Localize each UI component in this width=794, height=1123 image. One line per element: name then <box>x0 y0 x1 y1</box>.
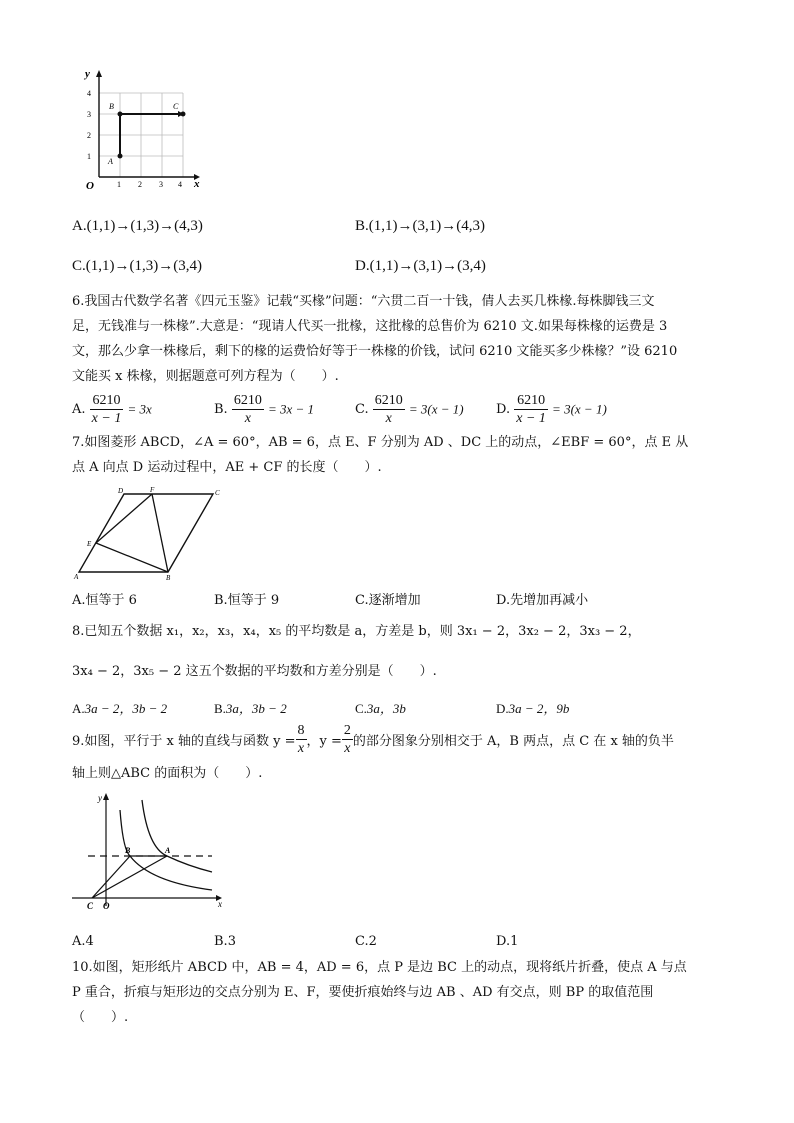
q9-option-c-label: C. <box>355 934 369 949</box>
q6-option-c-rhs: = 3(x − 1) <box>408 401 464 417</box>
q7-option-b[interactable] <box>214 589 279 608</box>
q8-option-d-text: 3a − 2，9b <box>508 701 570 716</box>
q7-option-c-text: 逐渐增加 <box>368 593 421 608</box>
q6-option-c-fraction <box>373 392 405 427</box>
q8-option-a-label: A. <box>72 701 85 716</box>
q7-option-a-text: 恒等于 6 <box>85 593 137 608</box>
q6-line-1: 6.我国古代数学名著《四元玉鉴》记载“买椽”问题：“六贯二百一十钱，倩人去买几株椽.每株脚钱三文 <box>72 294 655 309</box>
q9-fraction-1-numerator: 8 <box>297 723 305 738</box>
q5-option-b-text: (1,1)→(3,1)→(4,3) <box>368 218 485 234</box>
q5-point-a-label: A <box>108 157 113 166</box>
q6-option-c-label: C. <box>355 402 369 417</box>
q9-option-c[interactable] <box>355 934 377 949</box>
q5-x-axis-label: x <box>194 178 200 190</box>
q8-option-d-label: D. <box>496 701 509 716</box>
q5-ytick-2: 2 <box>87 131 91 140</box>
q7-label-d: D <box>118 487 124 495</box>
q8-option-c-label: C. <box>355 701 367 716</box>
q5-ytick-4: 4 <box>87 89 91 98</box>
q9-y-axis-label: y <box>98 793 102 803</box>
q6-option-b-denominator: x <box>244 411 251 426</box>
q5-y-axis-label: y <box>85 68 90 80</box>
q7-label-f: F <box>150 486 155 494</box>
q9-label-a: A <box>165 846 171 855</box>
q6-option-d[interactable] <box>496 392 607 427</box>
q7-line-2: 点 A 向点 D 运动过程中，AE + CF 的长度（ ）. <box>72 460 382 475</box>
q7-option-d-text: 先增加再减小 <box>510 593 589 608</box>
q6-line-2: 足，无钱准与一株椽”.大意是：“现请人代买一批椽，这批椽的总售价为 6210 文.如果每株椽的运费是 3 <box>72 319 668 334</box>
q5-xtick-2: 2 <box>138 180 142 189</box>
q7-label-a: A <box>74 573 79 581</box>
q6-option-a-denominator: x − 1 <box>91 411 122 426</box>
q5-point-c-label: C <box>173 102 179 111</box>
q6-option-b-fraction <box>232 392 264 427</box>
q6-option-a[interactable] <box>72 392 152 427</box>
q6-option-d-numerator: 6210 <box>514 392 548 410</box>
q5-option-a[interactable] <box>72 218 203 235</box>
q5-option-c[interactable] <box>72 258 202 275</box>
q9-label-c: C <box>87 901 94 911</box>
q8-option-a[interactable] <box>72 698 167 717</box>
q9-line-1 <box>72 722 674 757</box>
q9-option-b[interactable] <box>214 934 236 949</box>
q8-option-c[interactable] <box>355 698 406 717</box>
q6-option-c[interactable] <box>355 392 464 427</box>
q7-rhombus-figure <box>72 486 232 581</box>
q8-option-b-text: 3a，3b − 2 <box>225 701 287 716</box>
q5-option-b-label: B. <box>355 218 369 234</box>
q6-option-a-label: A. <box>72 402 86 417</box>
q6-option-b-numerator: 6210 <box>233 393 262 408</box>
q9-x-axis-label: x <box>218 899 222 909</box>
q7-label-c: C <box>215 489 220 497</box>
q9-fraction-1-denominator: x <box>297 741 305 756</box>
q5-option-a-label: A. <box>72 218 87 234</box>
q8-line-1: 8.已知五个数据 x₁，x₂，x₃，x₄，x₅ 的平均数是 a，方差是 b，则 3x₁ − 2，3x₂ − 2，3x₃ − 2， <box>72 624 641 639</box>
q9-fraction-2-over-x <box>342 722 353 757</box>
q10-line-2: P 重合，折痕与矩形边的交点分别为 E、F，要使折痕始终与边 AB 、AD 有交点，则 BP 的取值范围 <box>72 985 654 1000</box>
q6-option-c-numerator: 6210 <box>374 393 403 408</box>
q9-label-b: B <box>125 846 131 855</box>
q8-option-d[interactable] <box>496 698 569 717</box>
q9-option-b-label: B. <box>214 934 228 949</box>
q9-option-a-text: 4 <box>85 934 94 949</box>
q5-xtick-4: 4 <box>178 180 182 189</box>
q7-option-a[interactable] <box>72 589 137 608</box>
q7-option-a-label: A. <box>72 593 86 608</box>
q5-xtick-1: 1 <box>117 180 121 189</box>
q5-option-c-label: C. <box>72 258 86 274</box>
q8-line-2: 3x₄ − 2，3x₅ − 2 这五个数据的平均数和方差分别是（ ）. <box>72 664 437 679</box>
q6-line-4: 文能买 x 株椽，则据题意可列方程为（ ）. <box>72 369 339 384</box>
q8-option-a-text: 3a − 2，3b − 2 <box>84 701 168 716</box>
q9-hyperbola-figure <box>70 790 230 910</box>
q10-line-1: 10.如图，矩形纸片 ABCD 中，AB = 4，AD = 6，点 P 是边 BC 上的动点，现将纸片折叠，使点 A 与点 <box>72 960 687 975</box>
q7-option-b-text: 恒等于 9 <box>227 593 280 608</box>
q8-option-b-label: B. <box>214 701 226 716</box>
q8-option-c-text: 3a，3b <box>366 701 406 716</box>
q7-option-d[interactable] <box>496 589 588 608</box>
q9-option-d-label: D. <box>496 934 511 949</box>
q9-option-a-label: A. <box>72 934 86 949</box>
q9-option-d-text: 1 <box>510 934 519 949</box>
q9-line-1-pre: 9.如图，平行于 x 轴的直线与函数 y = <box>72 734 296 749</box>
q6-option-b[interactable] <box>214 392 314 427</box>
q6-line-3: 文，那么少拿一株椽后，剩下的椽的运费恰好等于一株椽的价钱，试问 6210 文能买多少株椽？”设 6210 <box>72 344 678 359</box>
q5-option-d[interactable] <box>355 258 486 275</box>
q9-option-b-text: 3 <box>227 934 236 949</box>
q5-grid-figure <box>70 65 200 195</box>
q9-line-1-post: 的部分图象分别相交于 A，B 两点，点 C 在 x 轴的负半 <box>352 734 674 749</box>
q9-origin-label: O <box>103 901 110 911</box>
q7-label-e: E <box>87 540 92 548</box>
q5-option-d-text: (1,1)→(3,1)→(3,4) <box>369 258 486 274</box>
q6-option-a-rhs: = 3x <box>127 401 152 417</box>
q7-option-c[interactable] <box>355 589 421 608</box>
q9-option-a[interactable] <box>72 934 94 949</box>
q6-option-d-denominator: x − 1 <box>516 411 546 426</box>
q9-option-d[interactable] <box>496 934 518 949</box>
q5-option-a-text: (1,1)→(1,3)→(4,3) <box>86 218 203 234</box>
q5-ytick-3: 3 <box>87 110 91 119</box>
q10-line-3: （ ）. <box>72 1010 129 1025</box>
q9-line-1-mid: ，y = <box>306 734 342 749</box>
q6-option-d-rhs: = 3(x − 1) <box>552 401 607 417</box>
q5-option-d-label: D. <box>355 258 370 274</box>
q5-option-c-text: (1,1)→(1,3)→(3,4) <box>85 258 202 274</box>
q5-ytick-1: 1 <box>87 152 91 161</box>
q6-option-b-label: B. <box>214 402 228 417</box>
q6-option-c-denominator: x <box>385 411 392 426</box>
q6-option-a-fraction <box>90 392 124 427</box>
q5-xtick-3: 3 <box>159 180 163 189</box>
q9-fraction-8-over-x <box>296 722 307 757</box>
q9-fraction-2-denominator: x <box>344 741 351 756</box>
q7-line-1: 7.如图菱形 ABCD，∠A = 60°，AB = 6，点 E、F 分别为 AD 、DC 上的动点，∠EBF = 60°，点 E 从 <box>72 435 689 450</box>
q8-option-b[interactable] <box>214 698 287 717</box>
q7-option-b-label: B. <box>214 593 228 608</box>
q7-option-d-label: D. <box>496 593 511 608</box>
q9-option-c-text: 2 <box>368 934 377 949</box>
q5-point-b-label: B <box>109 102 114 111</box>
q6-option-b-rhs: = 3x − 1 <box>267 401 315 417</box>
q6-option-a-numerator: 6210 <box>90 392 124 410</box>
q5-origin-label: O <box>86 180 94 192</box>
q9-line-2: 轴上则△ABC 的面积为（ ）. <box>72 766 263 781</box>
q9-fraction-2-numerator: 2 <box>343 723 351 738</box>
q5-option-b[interactable] <box>355 218 485 235</box>
q7-label-b: B <box>166 574 171 582</box>
q6-option-d-label: D. <box>496 402 511 417</box>
q6-option-d-fraction <box>514 392 548 427</box>
q7-option-c-label: C. <box>355 593 369 608</box>
